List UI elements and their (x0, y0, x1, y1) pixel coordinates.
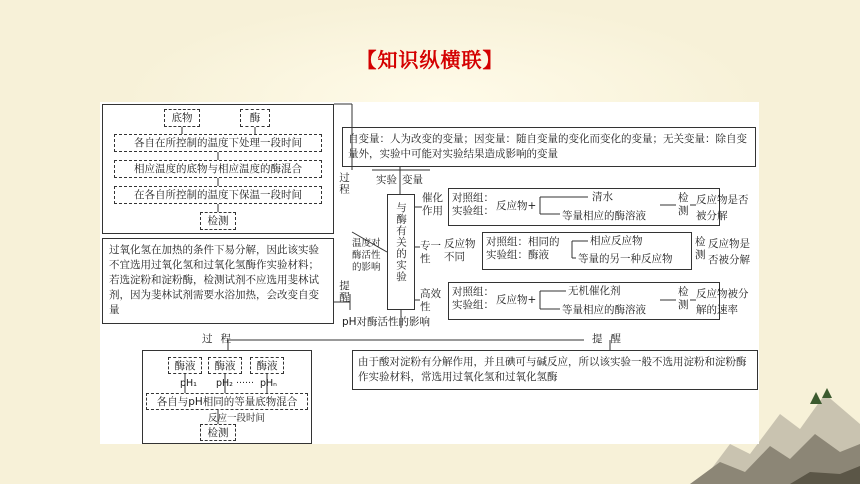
efficiency-control: 无机催化剂 (568, 285, 621, 297)
diagram-panel (100, 102, 759, 444)
specificity-sub-label: 反应物不同 (444, 238, 476, 263)
variables-note: 自变量：人为改变的变量；因变量：随自变量的变化而变化的变量；无关变量：除自变量外，实验中可能对实验结果造成影响的变量 (342, 127, 756, 167)
process-label-vertical: 过程 (338, 172, 350, 195)
efficiency-detect: 检测 (678, 286, 689, 311)
catalysis-result: 反应物是否被分解 (696, 194, 749, 222)
efficiency-label: 高效性 (420, 288, 441, 313)
ph-dots: …… (236, 376, 254, 386)
ph-react-label: 反应一段时间 (208, 413, 266, 424)
ph1-label: pH₁ (180, 378, 197, 389)
page-title: 【知识纵横联】 (356, 48, 504, 72)
substrate-box: 底物 (164, 109, 200, 127)
specificity-groups: 对照组：相同的 实验组：酶液 (486, 236, 560, 261)
specificity-experimental: 等量的另一种反应物 (578, 253, 673, 265)
catalysis-groups: 对照组： 实验组： (452, 192, 494, 217)
catalysis-detect: 检测 (678, 192, 689, 217)
ph2-label: pH₂ (216, 378, 233, 389)
enzyme-box-ph2: 酶液 (208, 357, 242, 374)
enzyme-box-ph1: 酶液 (168, 357, 202, 374)
temp-effect-label: 温度对酶活性的影响 (352, 238, 381, 273)
detect-box-ph: 检测 (200, 424, 236, 441)
enzyme-box: 酶 (240, 109, 270, 127)
efficiency-result: 反应物被分解的速率 (696, 288, 749, 316)
catalysis-control: 清水 (592, 191, 613, 203)
phn-label: pHₙ (260, 378, 277, 389)
hint-label-vertical: 提醒 (338, 280, 350, 303)
step-incubate-box: 在各自所控制的温度下保温一段时间 (114, 186, 322, 204)
ph-hint-label: 提醒 (592, 333, 629, 345)
specificity-result: 反应物是否被分解 (708, 238, 750, 266)
step-mix-box: 相应温度的底物与相应温度的酶混合 (114, 160, 322, 178)
detect-box-temp: 检测 (200, 212, 236, 230)
efficiency-experimental: 等量相应的酶溶液 (562, 304, 646, 316)
catalysis-reactant: 反应物+ (496, 200, 537, 212)
specificity-label: 专一性 (420, 240, 441, 265)
step-treat-box: 各自在所控制的温度下处理一段时间 (114, 134, 322, 152)
connector-lines (100, 102, 759, 444)
efficiency-groups: 对照组： 实验组： (452, 286, 494, 311)
catalysis-label: 催化作用 (422, 192, 443, 217)
catalysis-experimental: 等量相应的酶溶液 (562, 210, 646, 222)
specificity-detect: 检测 (695, 236, 706, 261)
center-topic-label: 与酶有关的实验 (395, 202, 407, 283)
ph-effect-label: pH对酶活性的影响 (342, 316, 431, 328)
efficiency-reactant: 反应物+ (496, 294, 537, 306)
temperature-note: 过氧化氢在加热的条件下易分解，因此该实验不宜选用过氧化氢和过氧化氢酶作实验材料；若选淀粉和淀粉酶，检测试剂不应选用斐林试剂，因为斐林试剂需要水浴加热，会改变自变量 (102, 238, 334, 324)
ph-mix-box: 各自与pH相同的等量底物混合 (146, 393, 308, 410)
ph-process-label: 过程 (202, 333, 239, 345)
enzyme-box-phn: 酶液 (250, 357, 284, 374)
experiment-label: 实验 (376, 174, 397, 186)
variable-label: 变量 (402, 174, 423, 186)
specificity-control: 相应反应物 (590, 235, 643, 247)
ph-note: 由于酸对淀粉有分解作用，并且碘可与碱反应，所以该实验一般不选用淀粉和淀粉酶作实验材料，常选用过氧化氢和过氧化氢酶 (352, 350, 758, 390)
